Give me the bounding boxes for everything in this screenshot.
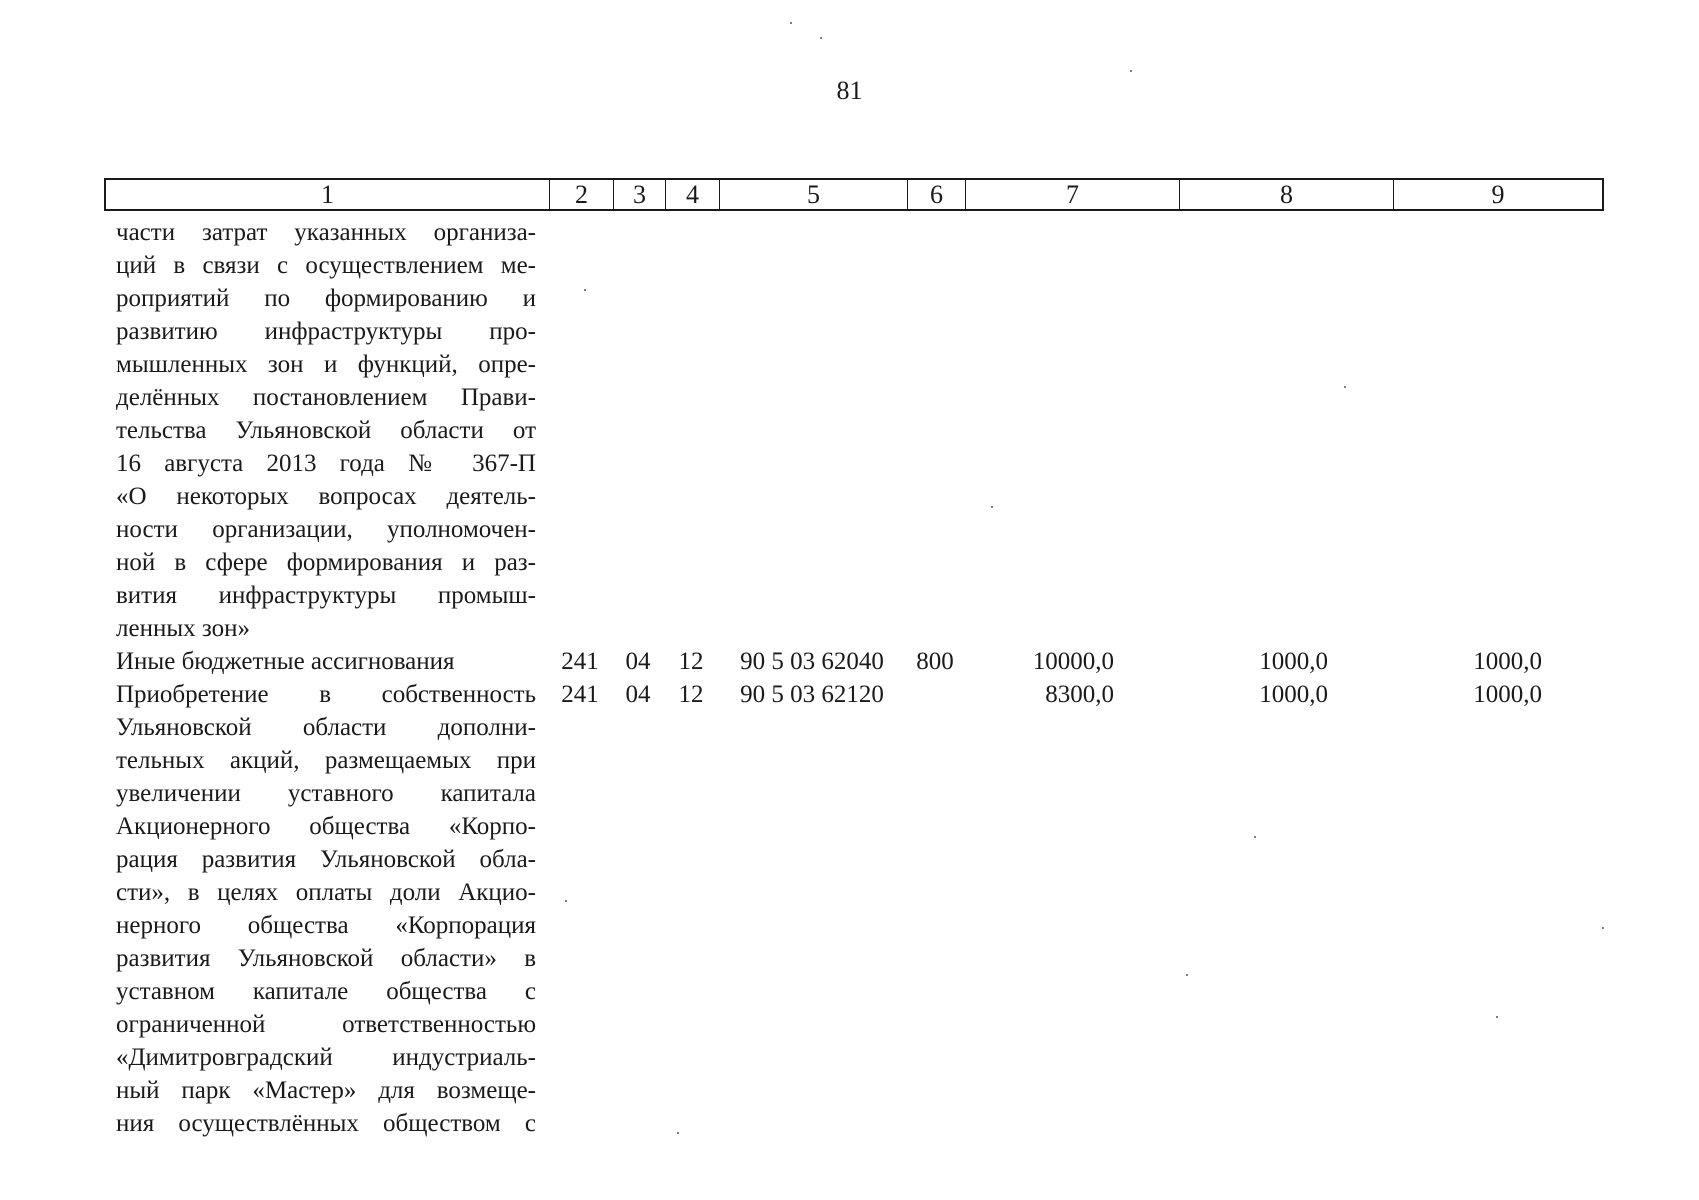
- cell-col-9: 1000,0: [1473, 648, 1542, 675]
- description-line: части затрат указанных организа-: [116, 219, 536, 246]
- scan-speck: [820, 37, 822, 39]
- row-label: Иные бюджетные ассигнования: [116, 648, 455, 675]
- description-line: ния осуществлённых обществом с: [116, 1110, 536, 1137]
- page-number: 81: [836, 76, 863, 105]
- description-line: Акционерного общества «Корпо-: [116, 813, 536, 840]
- description-line: нерного общества «Корпорация: [116, 912, 536, 939]
- description-line: вития инфраструктуры промыш-: [116, 582, 536, 609]
- description-line: «О некоторых вопросах деятель-: [116, 483, 536, 510]
- description-line: ности организации, уполномочен-: [116, 516, 536, 543]
- cell-col-2: 241: [561, 681, 599, 708]
- cell-col-2: 241: [561, 648, 599, 675]
- table-header-row: [104, 178, 1604, 211]
- cell-col-8: 1000,0: [1259, 648, 1328, 675]
- header-col-8: 8: [1180, 180, 1394, 209]
- cell-col-9: 1000,0: [1473, 681, 1542, 708]
- scan-speck: [565, 900, 567, 902]
- scan-speck: [1344, 386, 1346, 388]
- scan-speck: [1496, 1016, 1498, 1018]
- description-line: рация развития Ульяновской обла-: [116, 846, 536, 873]
- header-col-1: 1: [106, 180, 550, 209]
- description-line: ленных зон»: [116, 615, 250, 642]
- description-line: уставном капитале общества с: [116, 978, 536, 1005]
- scan-speck: [790, 22, 792, 24]
- scan-speck: [1130, 70, 1132, 72]
- cell-col-4: 12: [678, 681, 704, 708]
- description-line: ный парк «Мастер» для возмеще-: [116, 1077, 536, 1104]
- description-line: мышленных зон и функций, опре-: [116, 351, 536, 378]
- header-col-9: 9: [1491, 180, 1505, 209]
- description-line: развитию инфраструктуры про-: [116, 318, 536, 345]
- header-col-3: 3: [614, 180, 666, 209]
- description-line: делённых постановлением Прави-: [116, 384, 536, 411]
- cell-col-4: 12: [678, 648, 704, 675]
- cell-col-5: 90 5 03 62040: [740, 648, 884, 675]
- scan-speck: [1186, 974, 1188, 976]
- cell-col-3: 04: [625, 681, 651, 708]
- scan-speck: [1602, 927, 1604, 929]
- header-col-4: 4: [666, 180, 720, 209]
- cell-col-8: 1000,0: [1259, 681, 1328, 708]
- cell-col-5: 90 5 03 62120: [740, 681, 884, 708]
- description-line: «Димитровградский индустриаль-: [116, 1044, 536, 1071]
- scan-speck: [584, 289, 586, 291]
- scan-speck: [991, 506, 993, 508]
- description-line: тельства Ульяновской области от: [116, 417, 536, 444]
- description-line: Приобретение в собственность: [116, 681, 536, 708]
- description-line: ций в связи с осуществлением ме-: [116, 252, 536, 279]
- header-col-6: 6: [908, 180, 966, 209]
- cell-col-3: 04: [625, 648, 651, 675]
- header-col-2: 2: [550, 180, 614, 209]
- description-line: ной в сфере формирования и раз-: [116, 549, 536, 576]
- description-line: роприятий по формированию и: [116, 285, 536, 312]
- description-line: сти», в целях оплаты доли Акцио-: [116, 879, 536, 906]
- description-line: увеличении уставного капитала: [116, 780, 536, 807]
- description-line: ограниченной ответственностью: [116, 1011, 536, 1038]
- header-col-7: 7: [966, 180, 1180, 209]
- scan-speck: [677, 1132, 679, 1134]
- description-line: Ульяновской области дополни-: [116, 714, 536, 741]
- cell-col-6: 800: [916, 648, 954, 675]
- description-line: 16 августа 2013 года № 367-П: [116, 450, 536, 477]
- scan-speck: [1254, 836, 1256, 838]
- cell-col-7: 10000,0: [1032, 648, 1114, 675]
- cell-col-7: 8300,0: [1045, 681, 1114, 708]
- header-col-5: 5: [720, 180, 908, 209]
- description-line: развития Ульяновской области» в: [116, 945, 536, 972]
- description-line: тельных акций, размещаемых при: [116, 747, 536, 774]
